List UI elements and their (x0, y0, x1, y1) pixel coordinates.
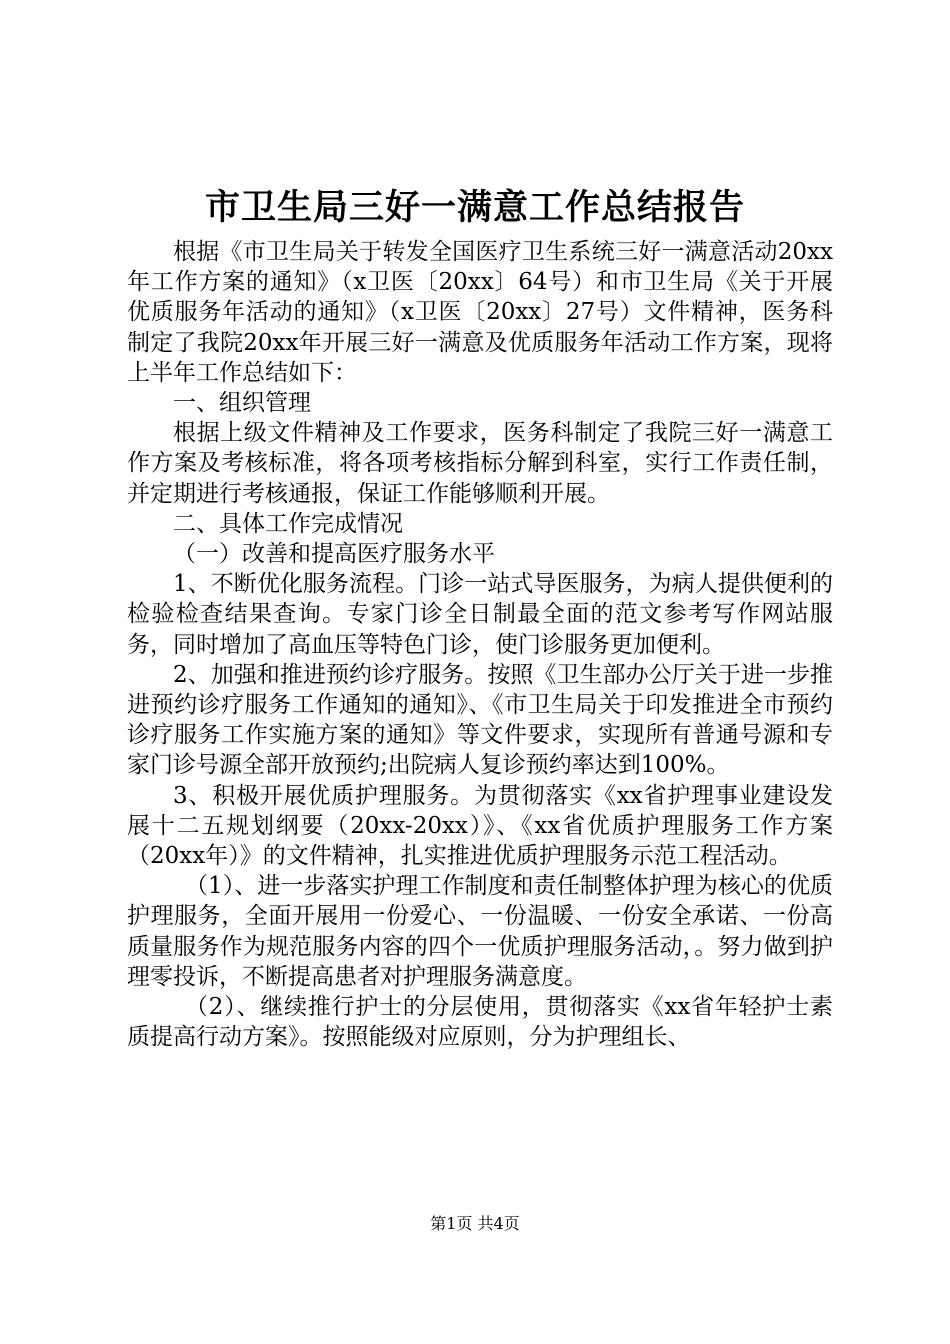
paragraph-item-1: 1、不断优化服务流程。门诊一站式导医服务，为病人提供便利的检验检查结果查询。专家门诊全日制最全面的范文参考写作网站服务，同时增加了高血压等特色门诊，使门诊服务更加便利。 (127, 571, 833, 658)
paragraph-item-3: 3、积极开展优质护理服务。为贯彻落实《xx省护理事业建设发展十二五规划纲要（20xx-20xx）》、《xx省优质护理服务工作方案（20xx年）》的文件精神，扎实推进优质护理服务示范工程活动。 (127, 782, 833, 870)
section-heading-work-status: 二、具体工作完成情况 (173, 510, 403, 537)
section-heading-organization: 一、组织管理 (173, 390, 311, 417)
document-body (127, 237, 833, 1052)
paragraph-subitem-2: （2）、继续推行护士的分层使用，贯彻落实《xx省年轻护士素质提高行动方案》。按照能级对应原则，分为护理组长、 (127, 994, 833, 1051)
paragraph-item-2: 2、加强和推进预约诊疗服务。按照《卫生部办公厅关于进一步推进预约诊疗服务工作通知的通知》、《市卫生局关于印发推进全市预约诊疗服务工作实施方案的通知》等文件要求，实现所有普通号源和专家门诊号源全部开放预约;出院病人复诊预约率达到100%。 (127, 661, 833, 779)
paragraph-intro: 根据《市卫生局关于转发全国医疗卫生系统三好一满意活动20xx年工作方案的通知》（x卫医〔20xx〕64号）和市卫生局《关于开展优质服务年活动的通知》（x卫医〔20xx〕27号）文件精神，医务科制定了我院20xx年开展三好一满意及优质服务年活动工作方案，现将上半年工作总结如下： (127, 239, 833, 386)
paragraph-subitem-1: （1）、进一步落实护理工作制度和责任制整体护理为核心的优质护理服务，全面开展用一份爱心、一份温暖、一份安全承诺、一份高质量服务作为规范服务内容的四个一优质护理服务活动，。努力做到护理零投诉，不断提高患者对护理服务满意度。 (127, 873, 833, 990)
subsection-heading-service-level: （一）改善和提高医疗服务水平 (173, 541, 495, 568)
page-footer: 第1页 共4页 (430, 1214, 520, 1233)
paragraph-organization: 根据上级文件精神及工作要求，医务科制定了我院三好一满意工作方案及考核标准，将各项考核指标分解到科室，实行工作责任制，并定期进行考核通报，保证工作能够顺利开展。 (127, 420, 833, 507)
document-title: 市卫生局三好一满意工作总结报告 (204, 187, 745, 228)
